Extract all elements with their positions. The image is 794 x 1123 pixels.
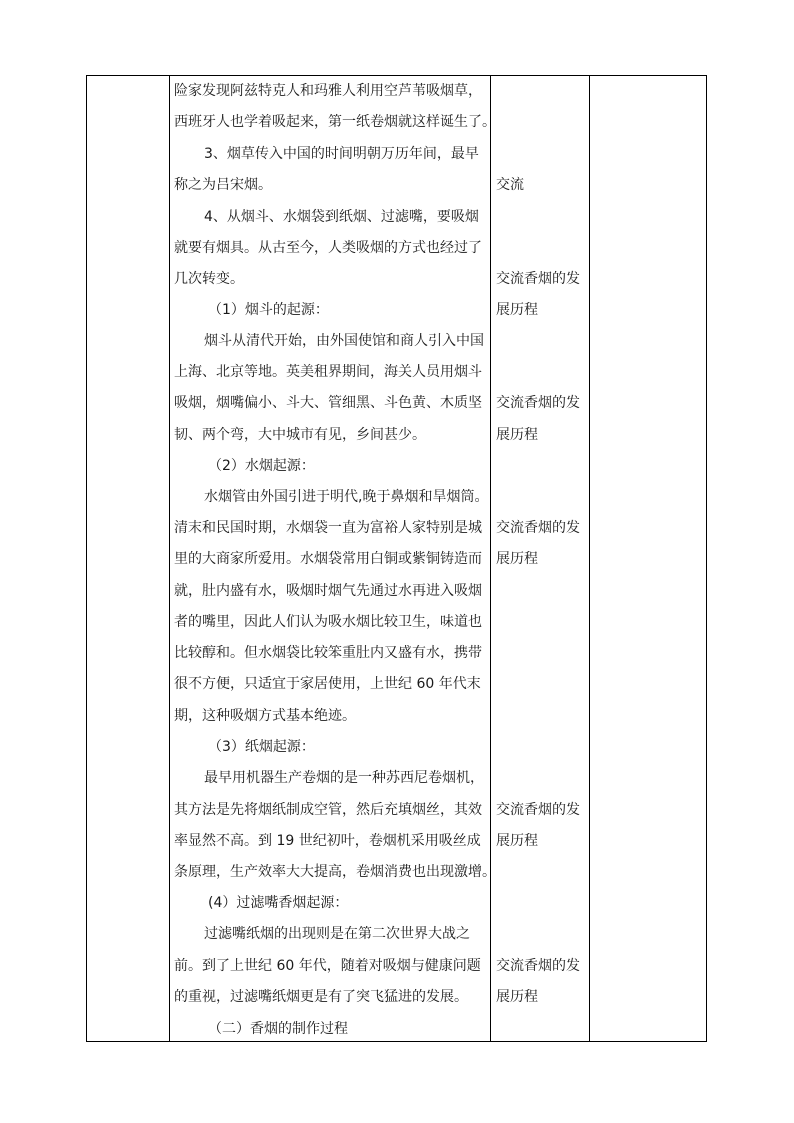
text-line: 就，肚内盛有水，吸烟时烟气先通过水再进入吸烟 [174, 583, 482, 599]
activity-text: 交流香烟的发 [496, 802, 580, 818]
activity-text: 展历程 [496, 551, 538, 567]
activity-text: 交流 [496, 177, 524, 193]
text-line: 水烟管由外国引进于明代,晚于鼻烟和旱烟筒。 [204, 489, 489, 505]
text-line: 条原理，生产效率大大提高，卷烟消费也出现激增。 [174, 864, 496, 880]
column-divider [589, 76, 590, 1041]
section-heading: (4）过滤嘴香烟起源： [208, 895, 349, 911]
text-line: 就要有烟具。从古至今，人类吸烟的方式也经过了 [174, 240, 482, 256]
text-line: 清末和民国时期，水烟袋一直为富裕人家特别是城 [174, 520, 482, 536]
section-heading: （2）水烟起源： [208, 458, 315, 474]
section-heading: （3）纸烟起源： [208, 739, 315, 755]
activity-text: 展历程 [496, 833, 538, 849]
activity-text: 展历程 [496, 302, 538, 318]
text-line: 烟斗从清代开始，由外国使馆和商人引入中国 [204, 333, 484, 349]
text-line: 的重视，过滤嘴纸烟更是有了突飞猛进的发展。 [174, 989, 468, 1005]
text-line: 西班牙人也学着吸起来，第一纸卷烟就这样诞生了。 [174, 114, 496, 130]
text-line: 韧、两个弯，大中城市有见，乡间甚少。 [174, 427, 426, 443]
text-line: 其方法是先将烟纸制成空管，然后充填烟丝，其效 [174, 802, 482, 818]
text-line: 最早用机器生产卷烟的是一种苏西尼卷烟机， [204, 770, 484, 786]
text-line: 3、烟草传入中国的时间明朝万历年间，最早 [204, 146, 479, 162]
text-line: 过滤嘴纸烟的出现则是在第二次世界大战之 [204, 926, 470, 942]
text-line: 几次转变。 [174, 271, 244, 287]
section-heading: （二）香烟的制作过程 [208, 1021, 348, 1037]
text-line: 者的嘴里，因此人们认为吸水烟比较卫生，味道也 [174, 614, 482, 630]
text-line: 期，这种吸烟方式基本绝迹。 [174, 708, 356, 724]
text-line: 险家发现阿兹特克人和玛雅人利用空芦苇吸烟草， [174, 83, 482, 99]
text-line: 比较醇和。但水烟袋比较笨重肚内又盛有水，携带 [174, 645, 482, 661]
activity-text: 交流香烟的发 [496, 958, 580, 974]
text-line: 称之为吕宋烟。 [174, 177, 272, 193]
column-divider [169, 76, 170, 1041]
activity-text: 交流香烟的发 [496, 271, 580, 287]
activity-text: 交流香烟的发 [496, 395, 580, 411]
activity-text: 展历程 [496, 427, 538, 443]
text-line: 上海、北京等地。英美租界期间，海关人员用烟斗 [174, 364, 482, 380]
text-line: 很不方便，只适宜于家居使用，上世纪 60 年代末 [174, 676, 481, 692]
text-line: 前。到了上世纪 60 年代，随着对吸烟与健康问题 [174, 958, 481, 974]
activity-text: 展历程 [496, 989, 538, 1005]
section-heading: （1）烟斗的起源： [208, 302, 329, 318]
text-line: 率显然不高。到 19 世纪初叶，卷烟机采用吸丝成 [174, 833, 481, 849]
text-line: 吸烟，烟嘴偏小、斗大、管细黑、斗色黄、木质坚 [174, 395, 482, 411]
activity-text: 交流香烟的发 [496, 520, 580, 536]
text-line: 4、从烟斗、水烟袋到纸烟、过滤嘴，要吸烟 [204, 209, 479, 225]
text-line: 里的大商家所爱用。水烟袋常用白铜或紫铜铸造而 [174, 551, 482, 567]
column-divider [490, 76, 491, 1041]
